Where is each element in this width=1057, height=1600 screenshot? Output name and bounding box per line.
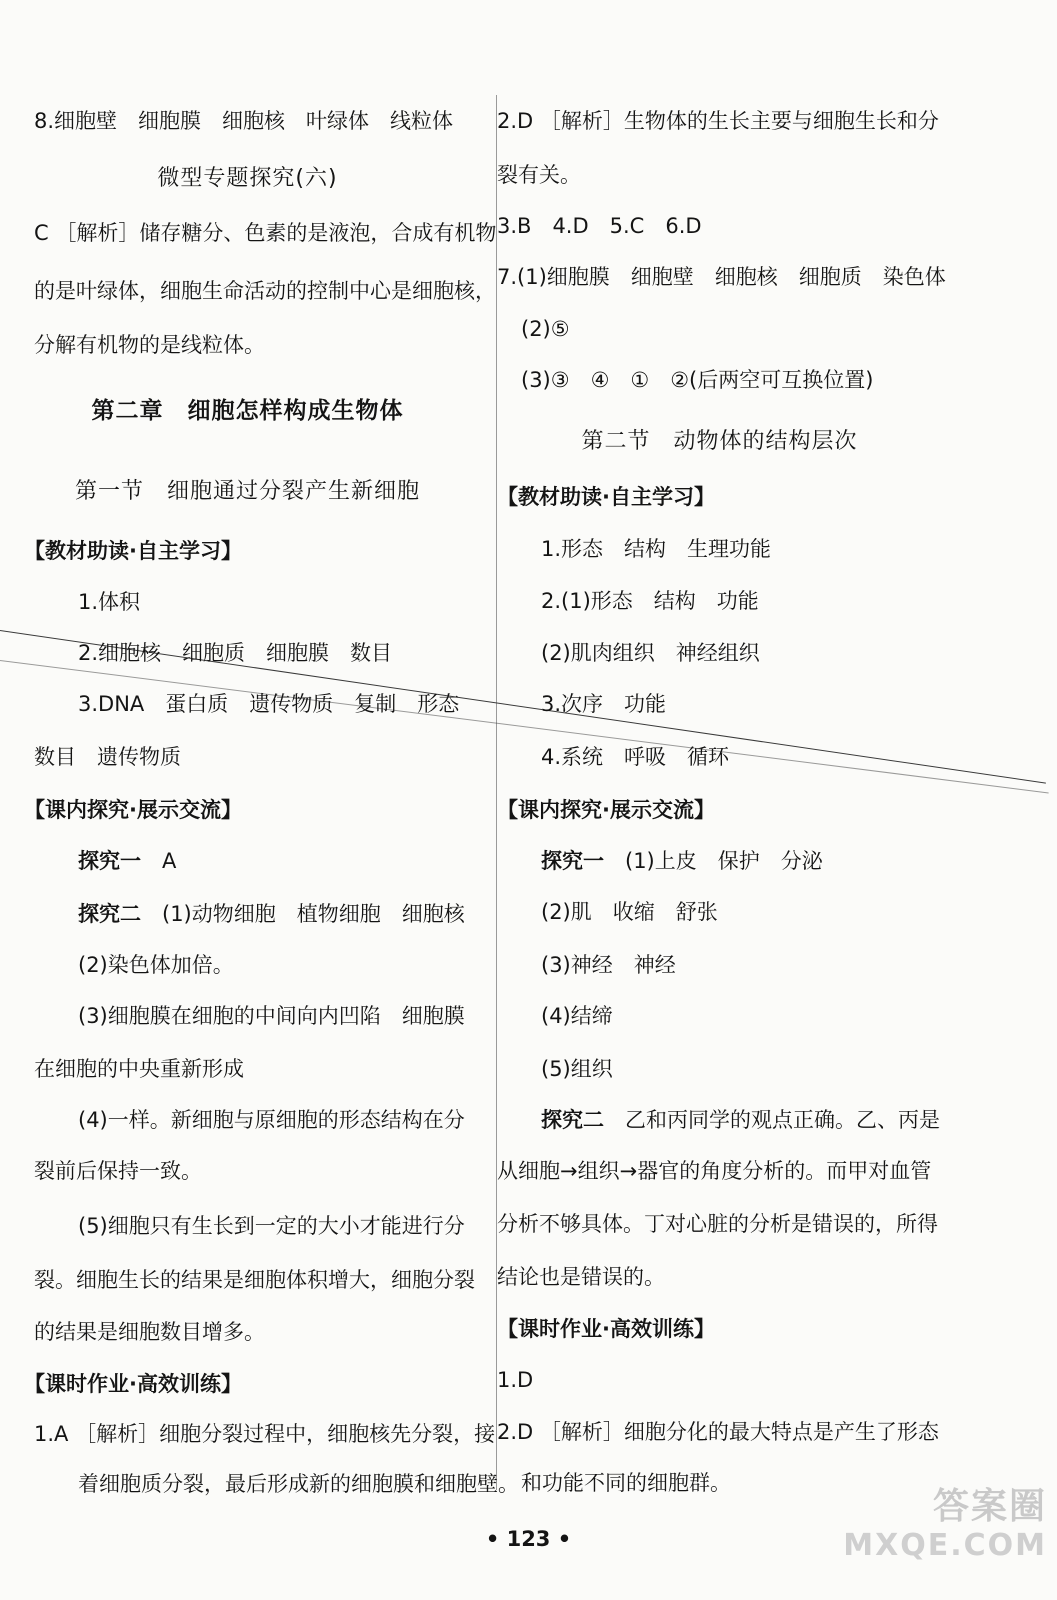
answer-line: 的结果是细胞数目增多。 (34, 1320, 265, 1344)
answer-line: 1.A ［解析］细胞分裂过程中，细胞核先分裂，接 (34, 1422, 496, 1446)
answer-text: (1)动物细胞 植物细胞 细胞核 (162, 902, 465, 926)
answer-line: (2)⑤ (521, 317, 570, 341)
answer-line: 1.形态 结构 生理功能 (541, 537, 772, 561)
scan-artifact-line (0, 660, 1049, 793)
answer-line (78, 847, 176, 875)
answer-line (78, 900, 465, 928)
answer-line: 分解有机物的是线粒体。 (34, 333, 265, 357)
answer-line: (5)组织 (541, 1057, 613, 1081)
page-number: • 123 • (485, 1527, 572, 1551)
explore-label: 探究二 (541, 1108, 604, 1132)
answer-line: 数目 遗传物质 (34, 745, 181, 769)
explore-label: 探究一 (78, 849, 141, 873)
chapter-title: 第二章 细胞怎样构成生物体 (91, 398, 404, 424)
watermark-logo: 答案圈 (932, 1486, 1047, 1527)
answer-line: (5)细胞只有生长到一定的大小才能进行分 (78, 1214, 465, 1238)
answer-line: (3)神经 神经 (541, 953, 676, 977)
answer-line (541, 847, 823, 875)
answer-line: 4.系统 呼吸 循环 (541, 745, 730, 769)
subsection-heading: 【课内探究·展示交流】 (497, 798, 715, 822)
answer-line: 在细胞的中央重新形成 (34, 1057, 244, 1081)
answer-text: 乙和丙同学的观点正确。乙、丙是 (625, 1108, 940, 1132)
answer-line: (4)一样。新细胞与原细胞的形态结构在分 (78, 1108, 465, 1132)
answer-line: C ［解析］储存糖分、色素的是液泡，合成有机物 (34, 221, 497, 245)
answer-line: 3.次序 功能 (541, 692, 667, 716)
subsection-heading: 【教材助读·自主学习】 (497, 485, 715, 509)
answer-line: 3.B 4.D 5.C 6.D (497, 214, 702, 238)
answer-line: 着细胞质分裂，最后形成新的细胞膜和细胞壁。 (78, 1472, 519, 1496)
subsection-heading: 【课时作业·高效训练】 (24, 1372, 242, 1396)
answer-line: (2)肌 收缩 舒张 (541, 900, 718, 924)
answer-line: 和功能不同的细胞群。 (521, 1471, 731, 1495)
section-title: 第二节 动物体的结构层次 (581, 429, 858, 454)
answer-line: (2)肌肉组织 神经组织 (541, 641, 760, 665)
answer-line: 7.(1)细胞膜 细胞壁 细胞核 细胞质 染色体 (497, 265, 946, 289)
answer-line: 1.D (497, 1368, 534, 1392)
answer-line: 从细胞→组织→器官的角度分析的。而甲对血管 (497, 1159, 932, 1183)
answer-line: 裂有关。 (497, 163, 581, 187)
answer-line: 8.细胞壁 细胞膜 细胞核 叶绿体 线粒体 (34, 109, 454, 133)
answer-line: 1.体积 (78, 590, 141, 614)
answer-line: 2.D ［解析］生物体的生长主要与细胞生长和分 (497, 109, 939, 133)
answer-line (541, 1106, 940, 1134)
answer-line: 裂。细胞生长的结果是细胞体积增大，细胞分裂 (34, 1268, 475, 1292)
answer-line: 2.细胞核 细胞质 细胞膜 数目 (78, 641, 393, 665)
section-title: 微型专题探究(六) (157, 166, 338, 191)
answer-line: 2.(1)形态 结构 功能 (541, 589, 759, 613)
answer-text: (1)上皮 保护 分泌 (625, 849, 823, 873)
answer-line: (4)结缔 (541, 1004, 613, 1028)
answer-line: 的是叶绿体，细胞生命活动的控制中心是细胞核， (34, 279, 496, 303)
answer-line: (3)细胞膜在细胞的中间向内凹陷 细胞膜 (78, 1004, 465, 1028)
answer-line: 分析不够具体。丁对心脏的分析是错误的，所得 (497, 1212, 938, 1236)
answer-line: (3)③ ④ ① ②(后两空可互换位置) (521, 368, 874, 392)
answer-line: 2.D ［解析］细胞分化的最大特点是产生了形态 (497, 1420, 939, 1444)
section-title: 第一节 细胞通过分裂产生新细胞 (74, 479, 420, 504)
answer-line: 3.DNA 蛋白质 遗传物质 复制 形态 (78, 692, 460, 716)
subsection-heading: 【教材助读·自主学习】 (24, 539, 242, 563)
explore-label: 探究二 (78, 902, 141, 926)
explore-label: 探究一 (541, 849, 604, 873)
answer-line: 裂前后保持一致。 (34, 1159, 202, 1183)
answer-line: 结论也是错误的。 (497, 1265, 665, 1289)
subsection-heading: 【课内探究·展示交流】 (24, 798, 242, 822)
answer-text: A (162, 849, 177, 873)
answer-line: (2)染色体加倍。 (78, 953, 234, 977)
watermark-url: MXQE.COM (843, 1528, 1047, 1563)
subsection-heading: 【课时作业·高效训练】 (497, 1317, 715, 1341)
